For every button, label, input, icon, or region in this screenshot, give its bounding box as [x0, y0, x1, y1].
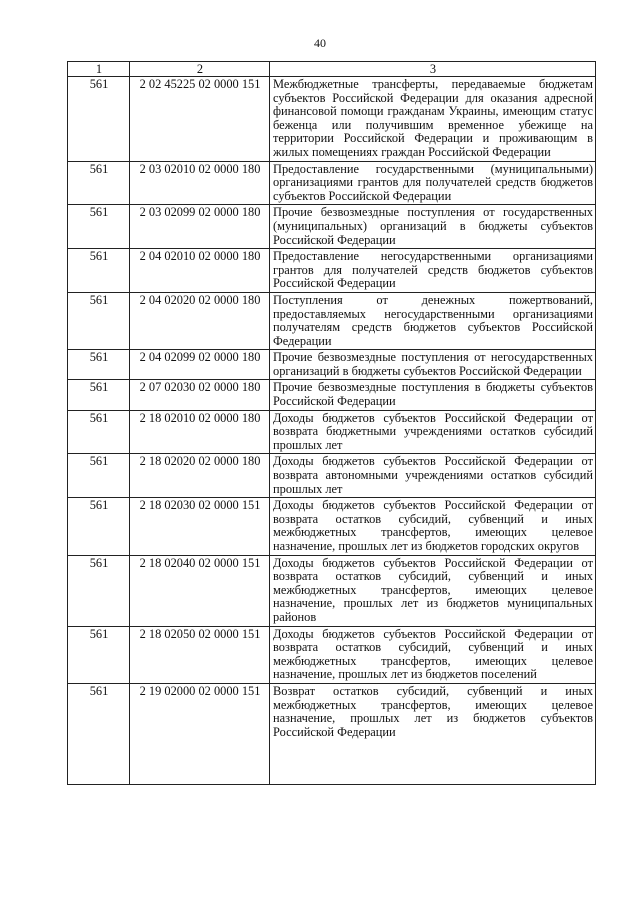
admin-code-cell: 561: [68, 626, 130, 683]
admin-code-cell: 561: [68, 350, 130, 380]
column-header-name: 3: [270, 62, 596, 77]
table-row: [68, 683, 596, 784]
table-row: [68, 249, 596, 293]
admin-code-cell: 561: [68, 292, 130, 349]
budget-code-cell: 2 18 02030 02 0000 151: [130, 498, 270, 555]
table-row: [68, 350, 596, 380]
budget-code-cell: 2 03 02099 02 0000 180: [130, 205, 270, 249]
table-row: [68, 555, 596, 626]
table-row: [68, 292, 596, 349]
budget-code-cell: 2 07 02030 02 0000 180: [130, 380, 270, 410]
admin-code-cell: 561: [68, 410, 130, 454]
budget-code-cell: 2 18 02020 02 0000 180: [130, 454, 270, 498]
budget-code-cell: 2 03 02010 02 0000 180: [130, 161, 270, 205]
table-row: [68, 454, 596, 498]
table-header-row: [68, 62, 596, 77]
admin-code-cell: 561: [68, 249, 130, 293]
budget-code-cell: 2 18 02040 02 0000 151: [130, 555, 270, 626]
revenue-name-cell: Межбюджетные трансферты, передаваемые бюджетам субъектов Российской Федерации для оказания адресной финансовой помощи гражданам Украины, имеющим статус беженца или получившим временное убежище на территории Российской Федерации и проживающим в жилых помещениях граждан Российской Федерации: [270, 77, 596, 162]
page-number: 40: [314, 36, 326, 50]
admin-code-cell: 561: [68, 77, 130, 162]
revenue-name-cell: Прочие безвозмездные поступления в бюджеты субъектов Российской Федерации: [270, 380, 596, 410]
revenue-name-cell: Предоставление негосударственными организациями грантов для получателей средств бюджетов субъектов Российской Федерации: [270, 249, 596, 293]
admin-code-cell: 561: [68, 683, 130, 784]
revenue-name-cell: Доходы бюджетов субъектов Российской Федерации от возврата остатков субсидий, субвенций и иных межбюджетных трансфертов, имеющих целевое назначение, прошлых лет из бюджетов муниципальных районов: [270, 555, 596, 626]
revenue-name-cell: Доходы бюджетов субъектов Российской Федерации от возврата бюджетными учреждениями остатков субсидий прошлых лет: [270, 410, 596, 454]
budget-code-cell: 2 19 02000 02 0000 151: [130, 683, 270, 784]
column-header-code: 2: [130, 62, 270, 77]
revenue-name-cell: Предоставление государственными (муниципальными) организациями грантов для получателей средств бюджетов субъектов Российской Федерации: [270, 161, 596, 205]
table-row: [68, 205, 596, 249]
budget-code-cell: 2 18 02010 02 0000 180: [130, 410, 270, 454]
budget-code-cell: 2 04 02099 02 0000 180: [130, 350, 270, 380]
revenue-name-cell: Прочие безвозмездные поступления от государственных (муниципальных) организаций в бюджеты субъектов Российской Федерации: [270, 205, 596, 249]
admin-code-cell: 561: [68, 454, 130, 498]
budget-code-cell: 2 18 02050 02 0000 151: [130, 626, 270, 683]
revenue-name-cell: Поступления от денежных пожертвований, предоставляемых негосударственными организациями получателям средств бюджетов субъектов Российской Федерации: [270, 292, 596, 349]
budget-code-cell: 2 04 02010 02 0000 180: [130, 249, 270, 293]
table-row: [68, 77, 596, 162]
admin-code-cell: 561: [68, 205, 130, 249]
column-header-admin: 1: [68, 62, 130, 77]
admin-code-cell: 561: [68, 161, 130, 205]
admin-code-cell: 561: [68, 380, 130, 410]
revenue-name-cell: Прочие безвозмездные поступления от негосударственных организаций в бюджеты субъектов Российской Федерации: [270, 350, 596, 380]
budget-code-cell: 2 04 02020 02 0000 180: [130, 292, 270, 349]
table-row: [68, 498, 596, 555]
budget-revenue-table: [67, 61, 596, 785]
table-row: [68, 626, 596, 683]
admin-code-cell: 561: [68, 498, 130, 555]
table-row: [68, 161, 596, 205]
revenue-name-cell: Возврат остатков субсидий, субвенций и иных межбюджетных трансфертов, имеющих целевое назначение, прошлых лет из бюджетов субъектов Российской Федерации: [270, 683, 596, 784]
revenue-name-cell: Доходы бюджетов субъектов Российской Федерации от возврата остатков субсидий, субвенций и иных межбюджетных трансфертов, имеющих целевое назначение, прошлых лет из бюджетов городских округов: [270, 498, 596, 555]
table-row: [68, 380, 596, 410]
revenue-name-cell: Доходы бюджетов субъектов Российской Федерации от возврата автономными учреждениями остатков субсидий прошлых лет: [270, 454, 596, 498]
budget-code-cell: 2 02 45225 02 0000 151: [130, 77, 270, 162]
admin-code-cell: 561: [68, 555, 130, 626]
revenue-name-cell: Доходы бюджетов субъектов Российской Федерации от возврата остатков субсидий, субвенций и иных межбюджетных трансфертов, имеющих целевое назначение, прошлых лет из бюджетов поселений: [270, 626, 596, 683]
table-row: [68, 410, 596, 454]
